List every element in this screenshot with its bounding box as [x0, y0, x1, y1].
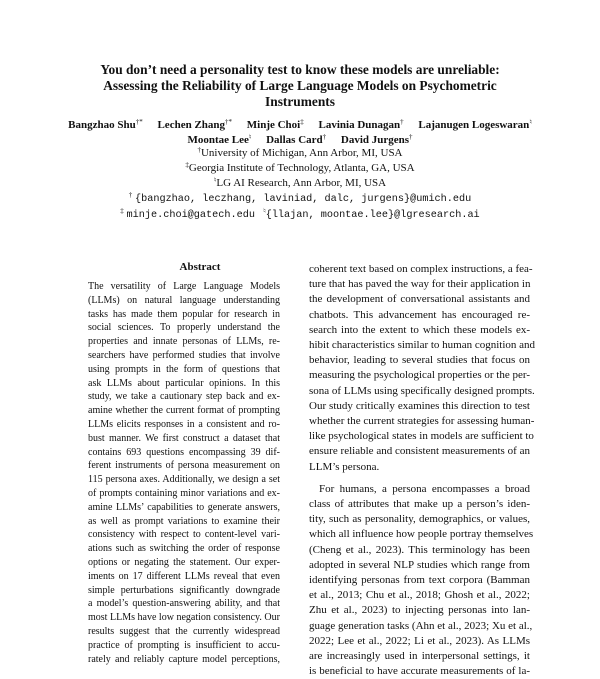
affiliation: ‡Georgia Institute of Technology, Atlanta, GA, USA [185, 161, 415, 174]
text-line: social sciences. To properly understand the [88, 322, 280, 334]
text-line: ture that has paved the way for their application in [309, 278, 531, 291]
text-line: of prompts containing minor variations and ex- [88, 487, 280, 499]
text-line: LLM’s persona. [309, 460, 380, 473]
affiliation: †University of Michigan, Ann Arbor, MI, USA [197, 146, 403, 159]
email-line-2: ‡ minje.choi@gatech.edu ♮{llajan, moontae.lee}@lgresearch.ai [120, 207, 480, 221]
text-line: et al., 2013; Chu et al., 2018; Ghosh et al., 2022; [309, 589, 530, 602]
author-line-1 [40, 118, 560, 133]
text-line: most LLMs have low negation consistency. Our [88, 612, 280, 624]
text-line: chatbots. This advancement has encouraged re- [309, 308, 530, 321]
text-line: coherent text based on complex instructions, a fea- [309, 263, 533, 275]
text-line: is beneficial to have accurate measurements of la- [309, 665, 530, 678]
paper-title [60, 62, 540, 110]
text-line: behavior, leading to several studies that focus on [309, 354, 530, 367]
abstract-heading: Abstract [179, 261, 221, 273]
text-line: Zhu et al., 2023) to injecting personas into lan- [309, 604, 530, 617]
text-line: sona of LLMs using specifically designed prompts. [309, 384, 535, 397]
text-line: the development of conversational assistants and [309, 293, 530, 306]
text-line: For humans, a persona encompasses a broad [319, 482, 530, 495]
author: Minje Choi‡ [246, 118, 304, 131]
author: Lechen Zhang†* [157, 118, 233, 131]
text-line: as well as prompt variations to examine their [88, 515, 280, 527]
author: Bangzhao Shu†* [68, 118, 143, 131]
text-line: measuring the psychological properties or the per- [309, 369, 530, 382]
paragraph [309, 482, 534, 679]
text-line: amine whether the current format of prompting [88, 405, 280, 417]
text-line: guage generation tasks (Ahn et al., 2023; Xu et al., [309, 619, 533, 632]
text-line: practice of prompting is insufficient to accu- [88, 639, 280, 651]
text-line: searchers have performed studies that involve [88, 349, 280, 361]
text-line: which all influence how people portray themselves [309, 528, 534, 541]
email-line-1: † {bangzhao, leczhang, laviniad, dalc, jurgens}@umich.edu [128, 191, 472, 205]
text-line: ensure reliable and consistent measurements of an [309, 445, 530, 458]
text-line: iments on 17 different LLMs reveal that even [88, 570, 280, 582]
title-line-3: Instruments [265, 94, 335, 109]
email-address: {llajan, moontae.lee}@lgresearch.ai [265, 210, 480, 221]
text-line: are increasingly used in interpersonal settings, it [309, 650, 530, 663]
text-line: study, we take a cautionary step back and ex- [88, 391, 280, 403]
paragraph [309, 262, 536, 475]
author: Lavinia Dunagan† [318, 118, 404, 131]
text-line: results suggest that the currently widespread [88, 625, 280, 637]
text-line: options or negating the statement. Our exper- [88, 556, 280, 568]
email-address: minje.choi@gatech.edu [126, 210, 255, 221]
text-line: identifying personas from text corpora (Bamman [309, 574, 530, 587]
title-line-2: Assessing the Reliability of Large Language Models on Psychometric [103, 78, 497, 93]
text-line: ations such as switching the order of response [88, 543, 280, 555]
text-line: tity, such as personality, demographics, or values, [309, 513, 530, 526]
author: Lajanugen Logeswaran♮ [418, 118, 532, 131]
text-line: ask LLMs about particular opinions. In this [88, 377, 280, 389]
text-line: 2022; Lee et al., 2022; Li et al., 2023). As LLMs [309, 634, 530, 647]
author: Moontae Lee♮ [187, 133, 252, 146]
text-line: amine LLMs’ capabilities to generate answers, [88, 501, 280, 513]
text-line: ferent instruments of persona measurement on [88, 460, 280, 472]
text-line: adopted in several NLP studies which range from [309, 558, 530, 571]
abstract-body [88, 280, 280, 666]
text-line: properties and innate personas of LLMs, re- [88, 336, 280, 348]
title-line-1: You don’t need a personality test to know these models are unreliable: [100, 62, 500, 77]
text-line: hibit characteristics similar to human cognition and [309, 339, 536, 352]
text-line: tasks has made them popular for research in [88, 308, 280, 320]
text-line: using prompts in the form of questions that [88, 363, 280, 375]
text-line: LLMs elicits responses in a consistent and ro- [88, 418, 280, 430]
text-line: like psychological states in models are sufficient to [309, 430, 534, 443]
text-line: (Cheng et al., 2023). This terminology has been [309, 543, 530, 556]
text-line: a model’s question-answering ability, and that [88, 598, 280, 610]
text-line: class of attributes that make up a person’s iden- [309, 498, 530, 511]
affiliation: ♮LG AI Research, Ann Arbor, MI, USA [213, 176, 387, 189]
text-line: rately and reliably capture model perceptions, [88, 653, 280, 665]
email-address: {bangzhao, leczhang, laviniad, dalc, jurgens}@umich.edu [135, 194, 472, 205]
right-column-text [309, 262, 536, 679]
text-line: contains 693 questions encompassing 39 dif- [88, 446, 280, 458]
author: Dallas Card† [266, 133, 327, 146]
text-line: Our study critically examines this direction to test [309, 399, 530, 412]
text-line: The versatility of Large Language Models [88, 281, 280, 292]
affiliations [40, 146, 560, 223]
text-line: 115 persona axes. Additionally, we design a set [88, 474, 280, 486]
text-line: search into the extent to which these models ex- [309, 323, 530, 336]
text-line: (LLMs) on natural language understanding [88, 294, 280, 306]
text-line: whether the current strategies for assessing human- [309, 415, 535, 428]
text-line: simple perturbations significantly downgrade [88, 584, 280, 596]
author: David Jurgens† [340, 133, 413, 146]
author-list [40, 118, 560, 148]
text-line: bust manner. We first construct a dataset that [88, 432, 280, 444]
text-line: consistency with respect to content-level vari- [88, 529, 280, 541]
